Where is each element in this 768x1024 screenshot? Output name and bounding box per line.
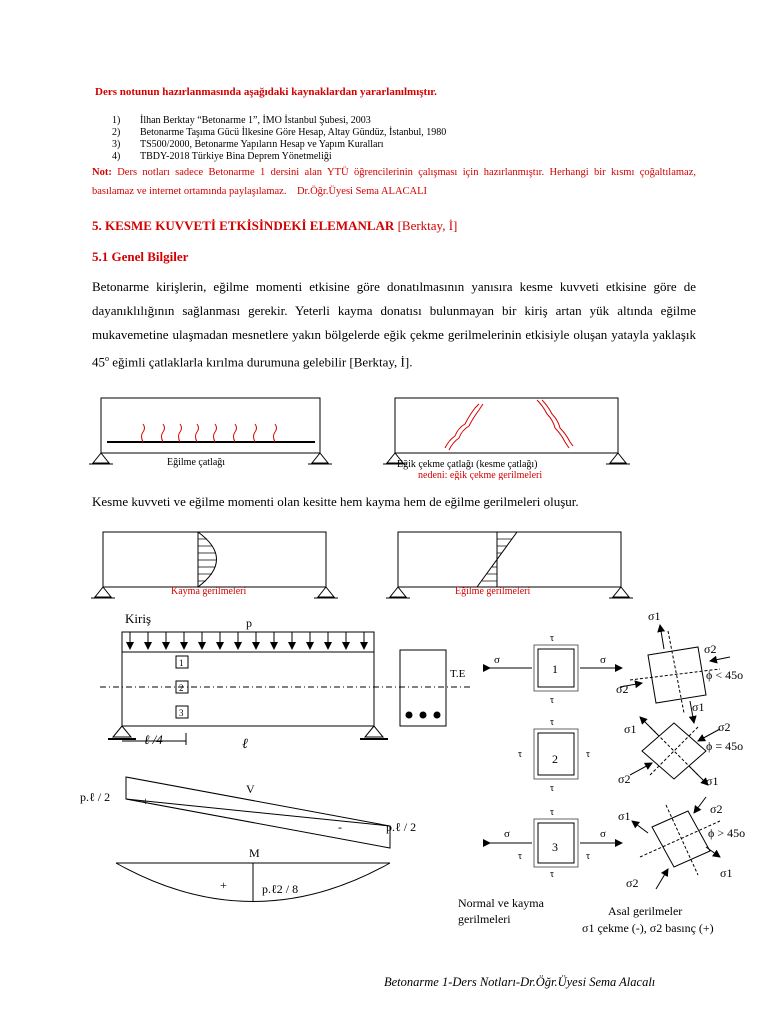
reference-item: 3) TS500/2000, Betonarme Yapıların Hesap ve Yapım Kuralları — [112, 139, 384, 150]
neutral-axis-label: T.E — [450, 668, 466, 680]
beam-shear-stress — [103, 532, 326, 587]
svg-text:σ2: σ2 — [710, 802, 723, 816]
reference-item: 4) TBDY-2018 Türkiye Bina Deprem Yönetmeliği — [112, 151, 332, 162]
bending-stress-caption: Eğilme gerilmeleri — [455, 586, 531, 597]
svg-text:1: 1 — [179, 658, 184, 668]
svg-text:σ2: σ2 — [718, 720, 731, 734]
span-label: ℓ — [242, 737, 248, 752]
intro-title: Ders notunun hazırlanmasında aşağıdaki kaynaklardan yararlanılmıştır. — [95, 86, 437, 98]
shear-left-value: p.ℓ / 2 — [80, 790, 111, 804]
svg-text:3: 3 — [552, 840, 558, 854]
svg-text:2: 2 — [552, 752, 558, 766]
reference-item: 2) Betonarme Taşıma Gücü İlkesine Göre Hesap, Altay Gündüz, İstanbul, 1980 — [112, 127, 447, 138]
beam-label: Kiriş — [125, 611, 151, 626]
support — [312, 453, 328, 463]
svg-text:τ: τ — [550, 783, 555, 794]
beam-flexural — [101, 398, 320, 453]
svg-text:gerilmeleri: gerilmeleri — [458, 912, 511, 926]
svg-text:σ1: σ1 — [624, 722, 637, 736]
svg-text:σ1: σ1 — [648, 609, 661, 623]
svg-text:σ: σ — [504, 828, 510, 840]
svg-text:σ2: σ2 — [618, 772, 631, 786]
stress-figure — [85, 525, 645, 605]
load-arrows — [130, 632, 364, 649]
page-footer: Betonarme 1-Ders Notları-Dr.Öğr.Üyesi Sema Alacalı — [384, 975, 656, 989]
svg-text:-: - — [338, 820, 342, 834]
svg-text:τ: τ — [518, 749, 523, 760]
angle-label-1: ϕ < 45o — [706, 668, 744, 682]
support-right — [365, 726, 383, 737]
angle-label-2: ϕ = 45o — [706, 739, 744, 753]
svg-text:σ1: σ1 — [692, 700, 705, 714]
beam-analysis-figure — [70, 605, 768, 940]
svg-text:σ2: σ2 — [626, 876, 639, 890]
svg-text:σ1 çekme (-), σ2 basınç (+): σ1 çekme (-), σ2 basınç (+) — [582, 921, 714, 935]
beam-shear — [395, 398, 618, 453]
svg-text:2: 2 — [179, 683, 184, 693]
load-block — [122, 632, 374, 652]
support-left — [113, 726, 131, 737]
svg-text:σ1: σ1 — [706, 774, 719, 788]
shear-stress-caption: Kayma gerilmeleri — [171, 586, 247, 597]
svg-text:σ: σ — [600, 828, 606, 840]
shear-right-value: p.ℓ / 2 — [386, 820, 417, 834]
section-title: 5.1 Genel Bilgiler — [92, 249, 189, 264]
svg-text:τ: τ — [550, 807, 555, 818]
beam-bending-stress — [398, 532, 621, 587]
crack-figure — [85, 390, 645, 480]
diagonal-cracks — [445, 400, 573, 450]
svg-text:σ2: σ2 — [616, 682, 629, 696]
shear-label: V — [246, 782, 255, 796]
support — [93, 453, 109, 463]
svg-text:3: 3 — [179, 708, 184, 718]
svg-text:τ: τ — [586, 851, 591, 862]
svg-text:τ: τ — [586, 749, 591, 760]
beam-body — [122, 652, 374, 726]
body-paragraph-2: Kesme kuvveti ve eğilme momenti olan kesitte hem kayma hem de eğilme gerilmeleri oluşur. — [92, 494, 579, 509]
svg-text:+: + — [142, 794, 149, 808]
chapter-title: 5. KESME KUVVETİ ETKİSİNDEKİ ELEMANLAR [Berktay, İ] — [92, 218, 458, 233]
angle-label-3: ϕ > 45o — [708, 826, 746, 840]
moment-value: p.ℓ2 / 8 — [262, 882, 299, 896]
svg-text:τ: τ — [550, 717, 555, 728]
svg-text:1: 1 — [552, 662, 558, 676]
quarter-span-label: ℓ /4 — [144, 732, 163, 747]
svg-text:τ: τ — [550, 869, 555, 880]
svg-text:σ2: σ2 — [704, 642, 717, 656]
svg-text:τ: τ — [550, 695, 555, 706]
svg-text:σ: σ — [494, 654, 500, 666]
diagonal-crack-reason: nedeni: eğik çekme gerilmeleri — [418, 470, 543, 480]
svg-text:σ: σ — [600, 654, 606, 666]
flexural-cracks — [142, 424, 277, 442]
reference-item: 1) İlhan Berktay “Betonarme 1”, İMO İstanbul Şubesi, 2003 — [112, 115, 371, 126]
normal-stress-caption: Normal ve kayma — [458, 896, 544, 910]
principal-element-3 — [632, 797, 723, 889]
flexural-crack-caption: Eğilme çatlağı — [167, 457, 226, 468]
moment-label: M — [249, 846, 260, 860]
svg-text:+: + — [220, 878, 227, 892]
load-label: p — [246, 616, 252, 630]
body-paragraph: Betonarme kirişlerin, eğilme momenti etkisine göre donatılmasının yanısıra kesme kuvveti etkisine göre de dayanıklılığının sağlanması gerekir. Yeterli kayma donatısı bulunmayan bir kiriş artan yük altında eğilme mukavemetine ulaşmadan mesnetlere yakın bölgelerde eğik çekme gerilmelerinin etkisiyle oluşan yatayla yaklaşık 45$^o$ eğimli çatlaklarla kırılma durumuna gelebilir [Berktay, İ]. — [92, 279, 696, 370]
svg-text:σ1: σ1 — [618, 809, 631, 823]
svg-text:σ1: σ1 — [720, 866, 733, 880]
shear-stress-parabola — [198, 532, 217, 587]
support — [610, 453, 626, 463]
svg-text:τ: τ — [518, 851, 523, 862]
svg-text:τ: τ — [550, 633, 555, 644]
principal-stress-caption: Asal gerilmeler — [608, 904, 683, 918]
diagonal-crack-caption: Eğik çekme çatlağı (kesme çatlağı) — [397, 459, 538, 470]
note: Not: Ders notları sadece Betonarme 1 dersini alan YTÜ öğrencilerinin çalışması için hazırlanmıştır. Herhangi bir kısmı çoğaltılamaz, basılamaz ve internet ortamında paylaşılamaz. Dr.Öğr.Üyesi Sema ALACALI — [92, 167, 696, 197]
